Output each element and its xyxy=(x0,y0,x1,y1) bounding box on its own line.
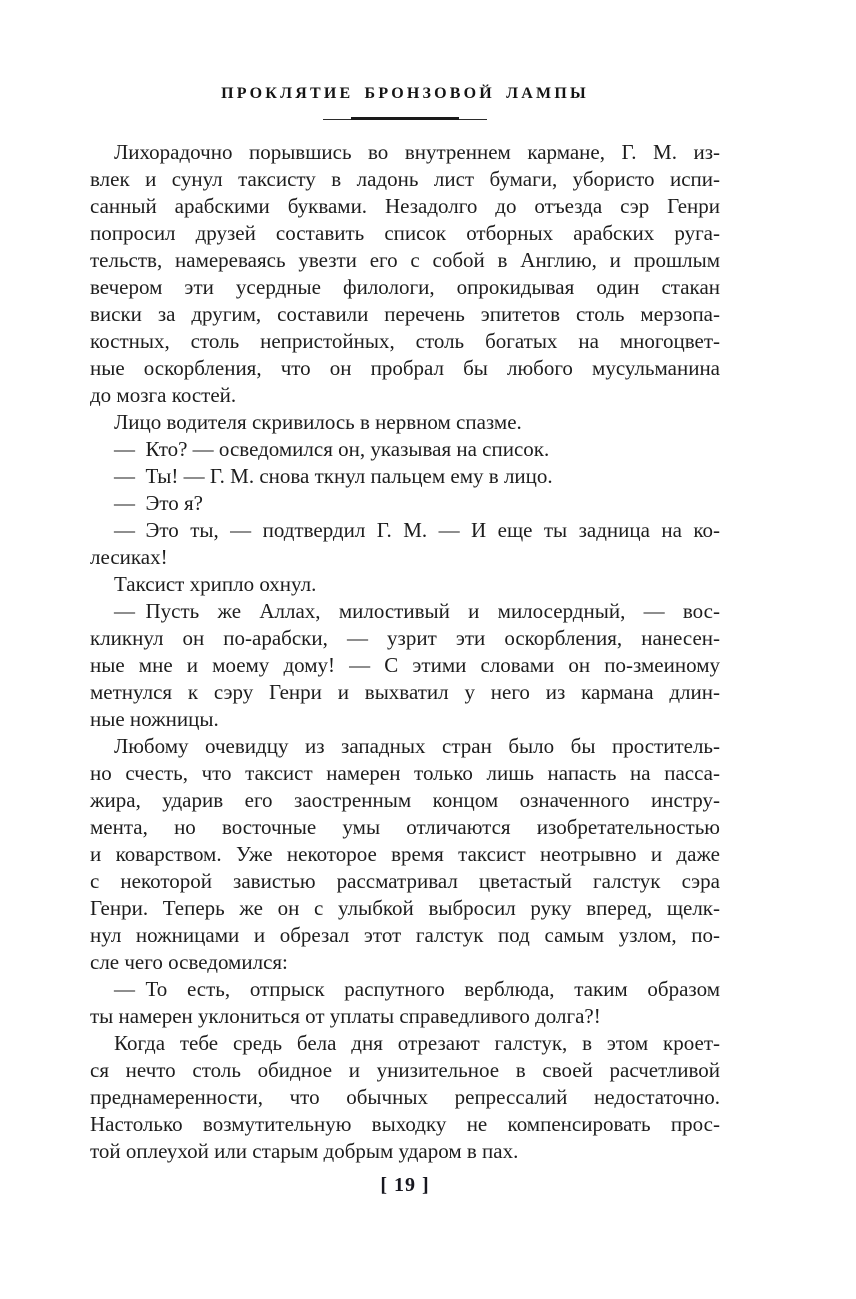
text-line: с некоторой завистью рассматривал цветастый галстук сэра xyxy=(90,869,720,893)
text-line: мента, но восточные умы отличаются изобретательностью xyxy=(90,815,720,839)
text-line: — То есть, отпрыск распутного верблюда, таким образом xyxy=(114,977,720,1001)
text-line: ные ножницы. xyxy=(90,707,219,731)
text-line: преднамеренности, что обычных репрессалий недостаточно. xyxy=(90,1085,720,1109)
text-line: Любому очевидцу из западных стран было бы проститель- xyxy=(114,734,720,758)
text-line: ные мне и моему дому! — С этими словами он по-змеиному xyxy=(90,653,720,677)
text-line: влек и сунул таксисту в ладонь лист бумаги, убористо испи- xyxy=(90,167,720,191)
text-line: Таксист хрипло охнул. xyxy=(114,572,317,596)
text-line: — Пусть же Аллах, милостивый и милосердный, — вос- xyxy=(114,599,720,623)
text-line: ные оскорбления, что он пробрал бы любого мусульманина xyxy=(90,356,720,380)
text-line: Настолько возмутительную выходку не компенсировать прос- xyxy=(90,1112,720,1136)
text-line: но счесть, что таксист намерен только лишь напасть на пасса- xyxy=(90,761,720,785)
text-line: Лихорадочно порывшись во внутреннем кармане, Г. М. из- xyxy=(114,140,720,164)
text-line: тельств, намереваясь увезти его с собой в Англию, и прошлым xyxy=(90,248,720,272)
text-line: той оплеухой или старым добрым ударом в пах. xyxy=(90,1139,519,1163)
text-line: Генри. Теперь же он с улыбкой выбросил руку вперед, щелк- xyxy=(90,896,720,920)
text-line: лесиках! xyxy=(90,545,168,569)
text-line: санный арабскими буквами. Незадолго до отъезда сэр Генри xyxy=(90,194,720,218)
header-rule-thick-line xyxy=(351,117,459,120)
text-line: Когда тебе средь бела дня отрезают галстук, в этом кроет- xyxy=(114,1031,720,1055)
text-line: сле чего осведомился: xyxy=(90,950,288,974)
text-line: попросил друзей составить список отборных арабских руга- xyxy=(90,221,720,245)
text-line: ты намерен уклониться от уплаты справедливого долга?! xyxy=(90,1004,601,1028)
text-line: нул ножницами и обрезал этот галстук под самым узлом, по- xyxy=(90,923,720,947)
text-line: жира, ударив его заостренным концом означенного инстру- xyxy=(90,788,720,812)
book-page xyxy=(90,0,720,1196)
text-line: костных, столь непристойных, столь богатых на многоцвет- xyxy=(90,329,720,353)
running-header xyxy=(90,0,720,121)
text-line: — Кто? — осведомился он, указывая на список. xyxy=(114,437,550,461)
text-line: вечером эти усердные филологи, опрокидывая один стакан xyxy=(90,275,720,299)
text-line: метнулся к сэру Генри и выхватил у него из кармана длин- xyxy=(90,680,720,704)
header-rule-ornament xyxy=(323,116,487,121)
text-line: виски за другим, составили перечень эпитетов столь мерзопа- xyxy=(90,302,720,326)
text-line: и коварством. Уже некоторое время таксист неотрывно и даже xyxy=(90,842,720,866)
text-line: — Ты! — Г. М. снова ткнул пальцем ему в лицо. xyxy=(114,464,553,488)
text-line: до мозга костей. xyxy=(90,383,237,407)
text-line: ся нечто столь обидное и унизительное в своей расчетливой xyxy=(90,1058,720,1082)
page-number: [ 19 ] xyxy=(380,1174,430,1196)
text-line: Лицо водителя скривилось в нервном спазме. xyxy=(114,410,522,434)
text-line: кликнул он по-арабски, — узрит эти оскорбления, нанесен- xyxy=(90,626,720,650)
page-title: ПРОКЛЯТИЕ БРОНЗОВОЙ ЛАМПЫ xyxy=(221,85,589,102)
body-text xyxy=(90,139,720,1165)
text-line: — Это ты, — подтвердил Г. М. — И еще ты задница на ко- xyxy=(114,518,720,542)
text-line: — Это я? xyxy=(114,491,203,515)
